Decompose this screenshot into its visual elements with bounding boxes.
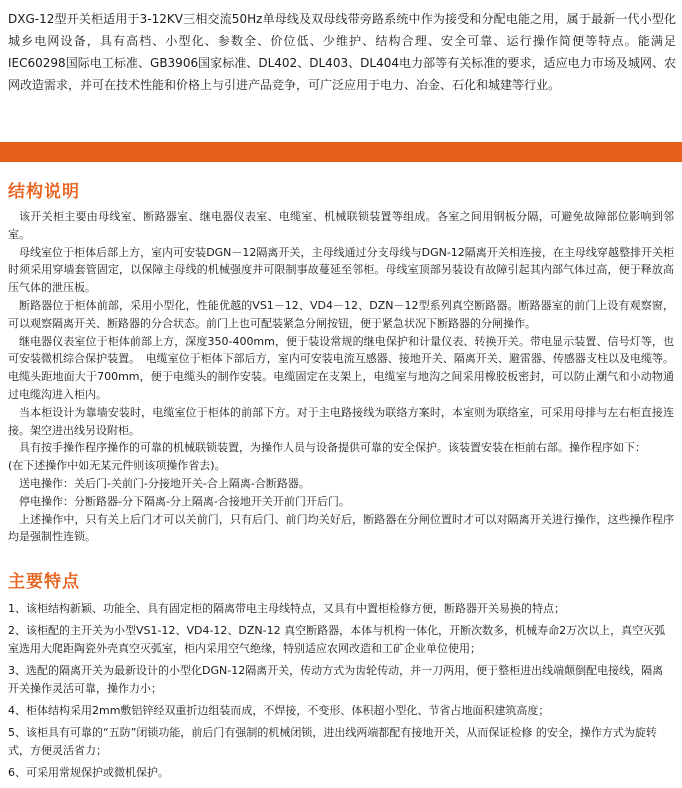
structure-paragraph: 当本柜设计为靠墙安装时，电缆室位于柜体的前部下方。对于主电路接线为联络方案时，本室则为联络室，可采用母排与左右柜直接连接。架空进出线另设附柜。 (8, 405, 674, 437)
structure-paragraph: 具有按手操作程序操作的可靠的机械联锁装置，为操作人员与设备提供可靠的安全保护。该装置安装在柜前右部。操作程序如下： (19, 441, 646, 455)
orange-divider-band (0, 142, 682, 162)
feature-text: 该柜具有可靠的“五防”闭锁功能，前后门有强制的机械闭锁，进出线两端都配有接地开关，从而保证检修 的安全，操作方式为旋转式，方便灵活省力； (8, 726, 657, 757)
list-item (8, 662, 674, 698)
structure-paragraph: 母线室位于柜体后部上方，室内可安装DGN－12隔离开关，主母线通过分支母线与DGN-12隔离开关相连接，在主母线穿越整排开关柜时须采用穿墙套管固定，以保障主母线的机械强度并可限制事故蔓延至邻柜。母线室顶部另装设有故障引起其内部气体过高，便于释放高压气体的泄压板。 (8, 245, 674, 295)
feature-text: 选配的隔离开关为最新设计的小型化DGN-12隔离开关，传动方式为齿轮传动，并一刀两用，便于整柜进出线端颠倒配电接线，隔离开关操作灵活可靠，操作力小； (8, 664, 664, 695)
feature-number: 2、 (8, 624, 26, 637)
structure-title: 结构说明 (8, 182, 80, 202)
feature-number: 4、 (8, 704, 26, 717)
intro-paragraph: DXG-12型开关柜适用于3-12KV三相交流50Hz单母线及双母线带旁路系统中作为接受和分配电能之用，属于最新一代小型化城乡电网设备，具有高档、小型化、参数全、价位低、少维护、结构合理、安全可靠、运行操作简便等特点。能满足IEC60298国际电工标准、GB3906国家标准、DL402、DL403、DL404电力部等有关标准的要求，适应电力市场及城网、农网改造需求，并可在技术性能和价格上与引进产品竞争，可广泛应用于电力、冶金、石化和城建等行业。 (8, 12, 676, 92)
feature-text: 该柜配的主开关为小型VS1-12、VD4-12、DZN-12 真空断路器，本体与机构一体化，开断次数多，机械寿命2万次以上，真空灭弧室选用大爬距陶瓷外壳真空灭弧室，柜内采用空气绝缘，特别适应农网改造和工矿企业单位使用； (8, 624, 666, 655)
feature-number: 1、 (8, 602, 26, 615)
list-item (8, 622, 674, 658)
list-item (8, 702, 674, 720)
feature-number: 6、 (8, 766, 26, 779)
structure-paragraph: 继电器仪表室位于柜体前部上方，深度350-400mm，便于装设常规的继电保护和计量仪表、转换开关。带电显示装置、信号灯等，也可安装微机综合保护装置。 电缆室位于柜体下部后方，室内可安装电流互感器、接地开关、隔离开关、避雷器、传感器支柱以及电缆等。电缆头距地面大于700mm，便于电缆头的制作安装。电缆固定在支架上，电缆室与地沟之间采用橡胶板密封，可以防止潮气和小动物通过电缆沟进入柜内。 (8, 334, 674, 401)
structure-paragraph: 断路器位于柜体前部，采用小型化，性能优越的VS1－12、VD4－12、DZN－12型系列真空断路器。断路器室的前门上设有观察窗，可以观察隔离开关、断路器的分合状态。前门上也可配装紧急分闸按钮，便于紧急状况下断路器的分闸操作。 (8, 298, 674, 330)
list-item (8, 600, 674, 618)
list-item (8, 764, 674, 782)
feature-text: 柜体结构采用2mm敷铝锌经双重折边组装而成，不焊接，不变形、体积超小型化、节省占地面积建筑高度； (26, 704, 550, 717)
operation-note: (在下述操作中如无某元件则该项操作省去)。 (8, 459, 226, 473)
power-off-procedure: 停电操作：分断路器-分下隔离-分上隔离-合接地开关开前门开后门。 (19, 494, 350, 508)
feature-number: 5、 (8, 726, 26, 739)
feature-text: 该柜结构新颖、功能全、具有固定柜的隔离带电主母线特点，又具有中置柜检修方便，断路器开关易换的特点； (26, 602, 565, 615)
features-list (8, 600, 674, 786)
power-on-procedure: 送电操作：关后门-关前门-分接地开关-合上隔离-合断路器。 (19, 476, 310, 490)
feature-number: 3、 (8, 664, 26, 677)
list-item (8, 724, 674, 760)
structure-paragraph: 上述操作中，只有关上后门才可以关前门，只有后门、前门均关好后，断路器在分闸位置时才可以对隔离开关进行操作，这些操作程序均是强制性连锁。 (8, 512, 674, 544)
structure-paragraph: 该开关柜主要由母线室、断路器室、继电器仪表室、电缆室、机械联锁装置等组成。各室之间用钢板分隔，可避免故障部位影响到邻室。 (8, 210, 674, 241)
structure-description (8, 208, 674, 546)
features-title: 主要特点 (8, 572, 80, 592)
feature-text: 可采用常规保护或微机保护。 (26, 766, 169, 779)
